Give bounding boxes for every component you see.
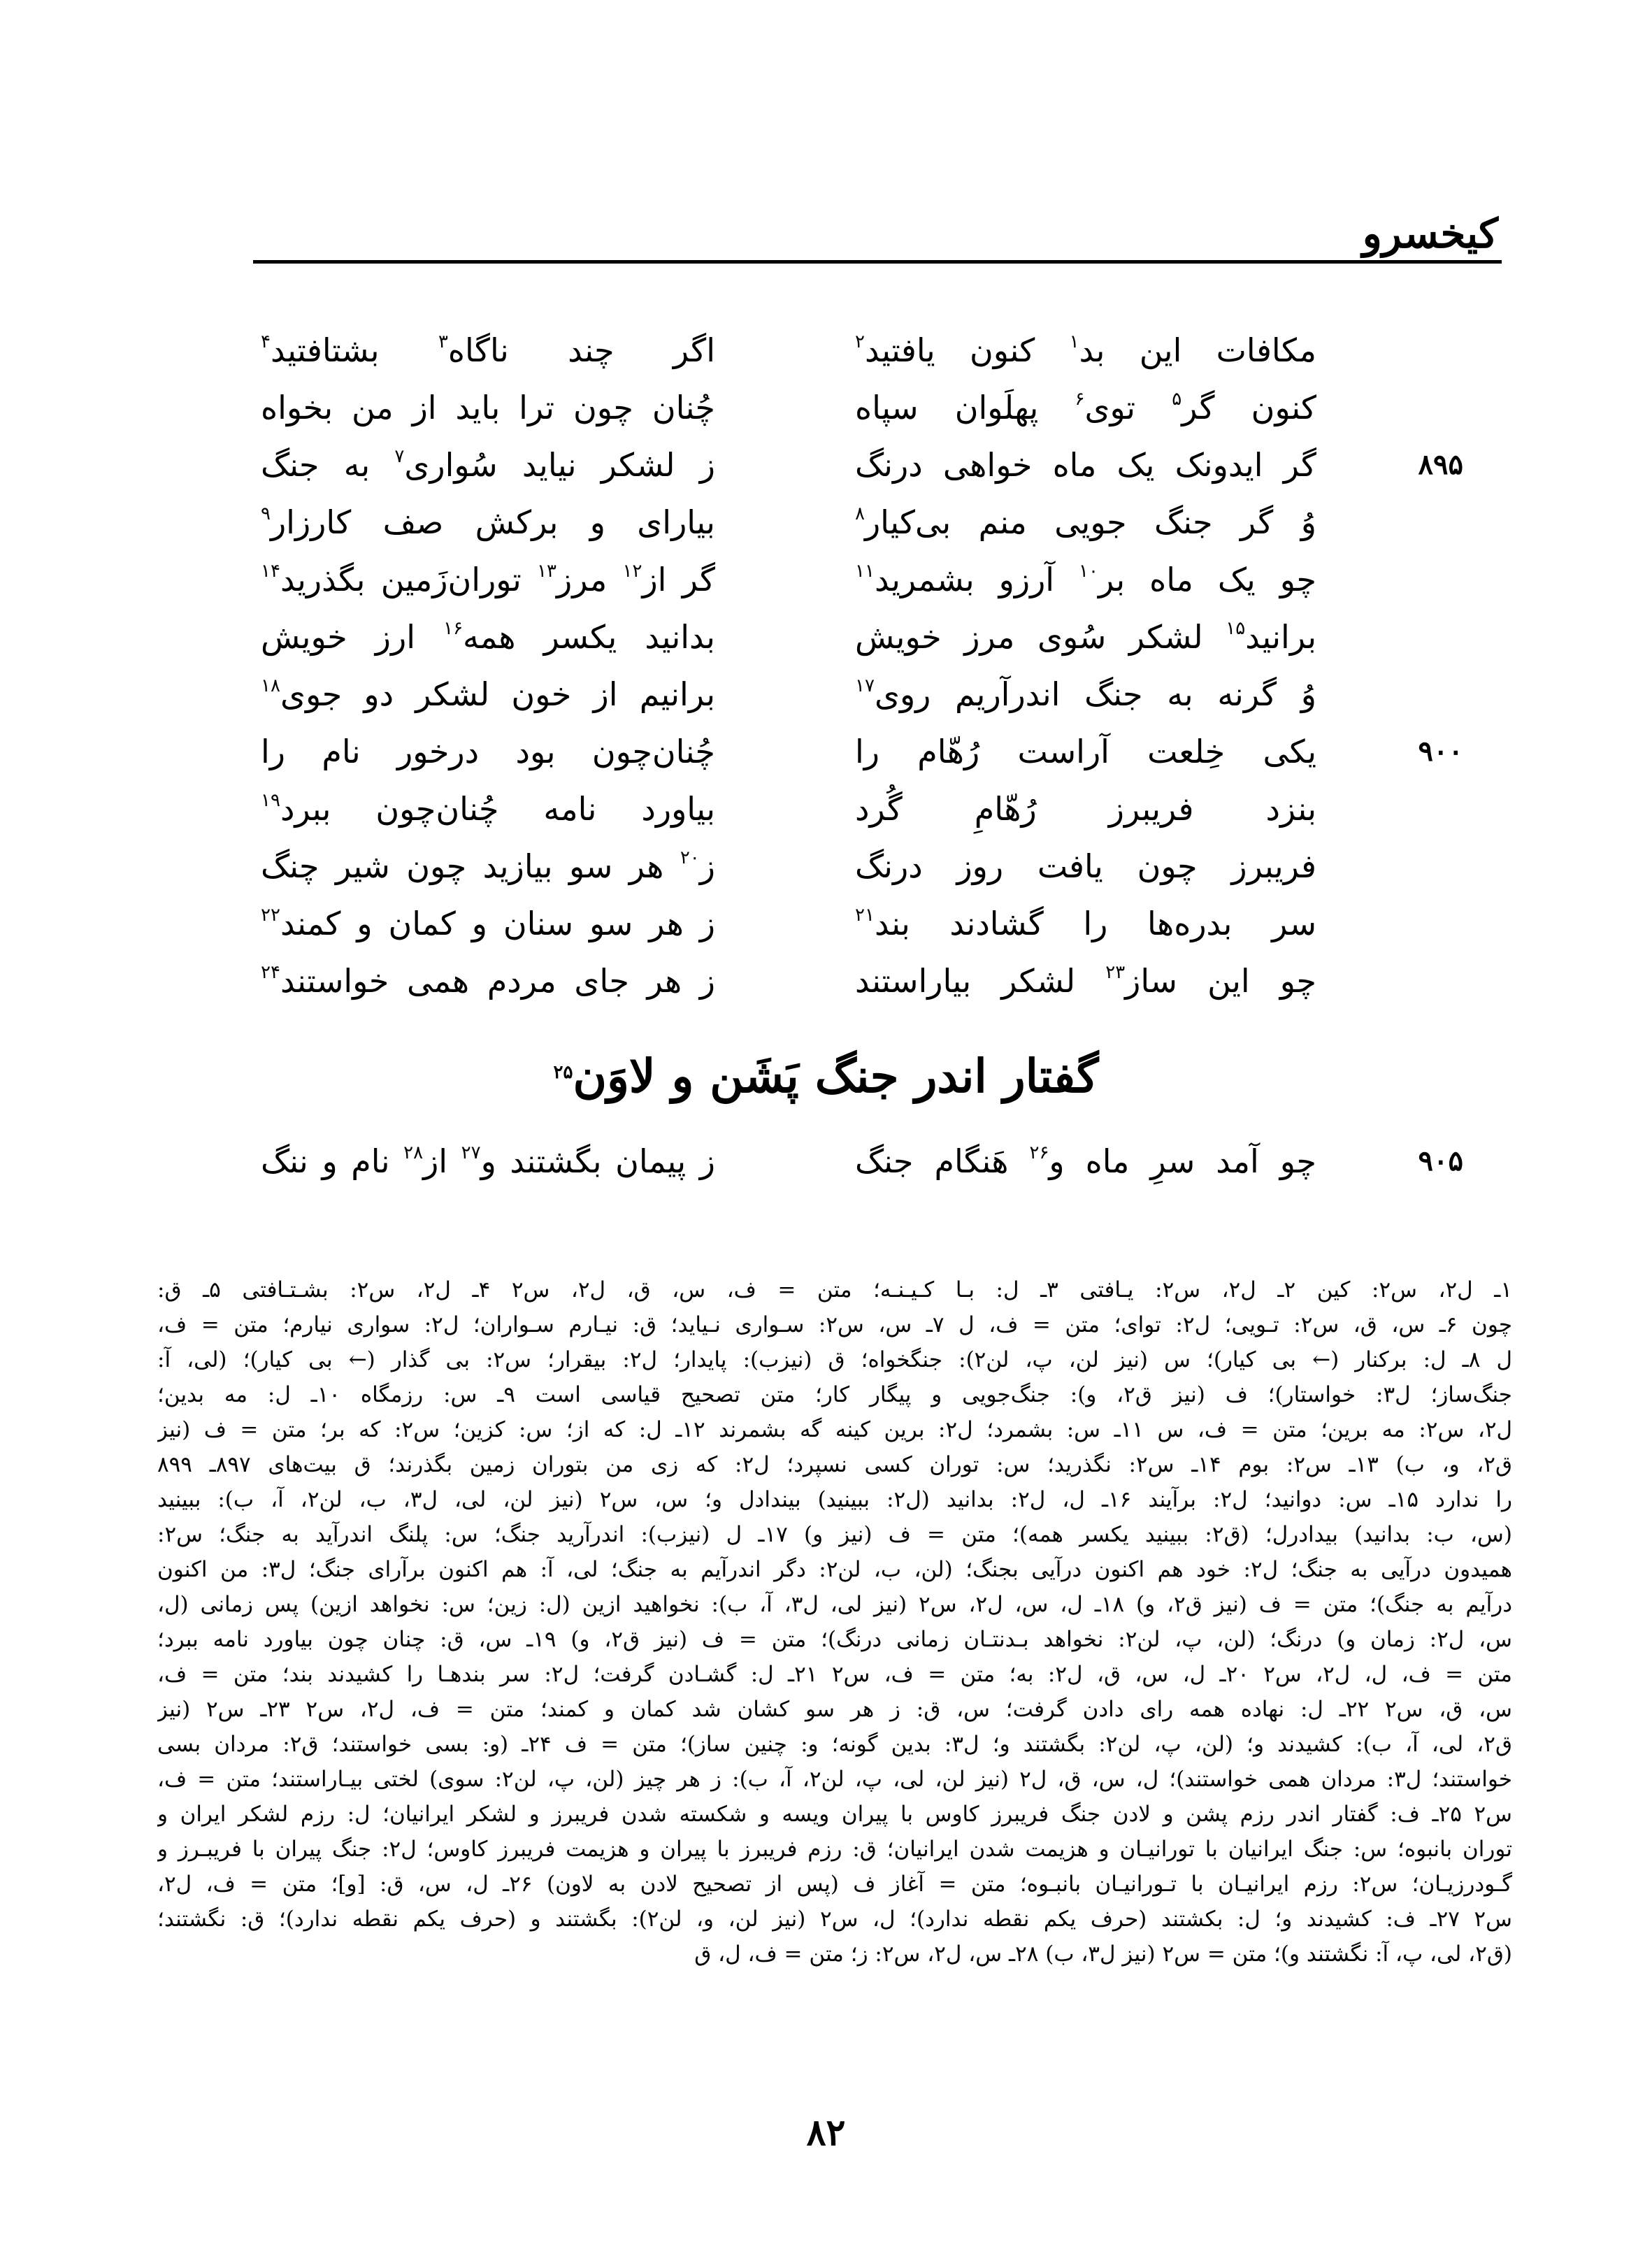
second-hemistich: چُنان چون ترا باید از من بخواه (261, 389, 715, 426)
second-hemistich: برانیم از خون لشکر دو جوی$^{۱۸}$ (261, 675, 715, 713)
second-hemistich: ز هر سو سنان و کمان و کمند$^{۲۲}$ (261, 905, 715, 942)
couplet (252, 436, 1505, 494)
footnote-line: جنگ‌ساز؛ ل۳: خواستار)؛ ف (نیز ق۲، و): جنگ‌جویی و پیگار کار؛ متن تصحیح قیاسی است ۹ـ س: رزمگاه ۱۰ـ ل: مه بدین؛ (157, 1382, 1512, 1407)
couplet (252, 322, 1505, 379)
footnote-line: خواستند؛ ل۳: مردان همی خواستند)؛ ل، س، ق، ل۲ (نیز لن، لی، پ، لن۲، آ، ب): ز هر چیز (لن، پ، لن۲: سوی) لختی بیـاراستند؛ متن = ف، (157, 1767, 1512, 1792)
second-hemistich: ز لشکر نیاید سُواری$^۷$ به جنگ (261, 446, 716, 484)
verse-number: ۹۰۰ (1418, 735, 1463, 768)
footnote-line: متن = ف، ل، ل۲، س۲ ۲۰ـ ل، س، ق، ل۲: به؛ متن = ف، س۲ ۲۱ـ ل: گشـادن گرفت؛ ل۲: سر بندهـا را کشیدند بند؛ متن = ف، (157, 1662, 1512, 1687)
second-hemistich: ز پیمان بگشتند و$^{۲۷}$ از$^{۲۸}$ نام و ننگ (261, 1142, 715, 1180)
section-title (0, 1049, 1652, 1103)
footnote-line: چون ۶ـ س، ق، س۲: تـویی؛ ل۲: توای؛ متن = ف، ل ۷ـ س، س۲: سـواری نـیاید؛ ق: نیـارم سـواران؛ ل۲: سواری نیارم؛ متن = ف، (157, 1312, 1512, 1337)
footnote-line: ق۲، لی، آ، ب): کشیدند و؛ (لن، پ، لن۲: بگشتند و؛ ل۳: بدین گونه؛ و: چنین ساز)؛ متن = ف ۲۴ـ (و: بسی خواستند؛ ق۲: مردان بسی (157, 1732, 1512, 1757)
footnotes (157, 1272, 1512, 1972)
footnote-line: ق۲، و، ب) ۱۳ـ س۲: بوم ۱۴ـ س۲: نگذرید؛ س: توران کسی نسپرد؛ ل۲: که زی من بتوران زمین بگذرند؛ ق بیت‌های ۸۹۷ـ ۸۹۹ (157, 1452, 1512, 1477)
couplet (252, 1133, 1505, 1190)
header-rule (253, 260, 1502, 264)
verse-number: ۹۰۵ (1418, 1144, 1463, 1177)
second-hemistich: ز$^{۲۰}$ هر سو بیازید چون شیر چنگ (261, 847, 715, 885)
footnote-line: ل ۸ـ ل: برکنار (← بی کیار)؛ س (نیز لن، پ، لن۲): جنگخواه؛ ق (نیزب): پایدار؛ ل۲: بیقرار؛ س۲: بی گذار (← بی کیار)؛ (لی، آ: (157, 1347, 1512, 1372)
footnote-line: س، ل۲: زمان و) درنگ؛ (لن، پ، لن۲: نخواهد بـدنتـان زمانی درنگ)؛ متن = ف (نیز ق۲، و) ۱۹ـ س، ق: چنان چون بیاورد نامه ببرد؛ (157, 1627, 1512, 1652)
first-hemistich: برانید$^{۱۵}$ لشکر سُوی مرز خویش (855, 618, 1316, 656)
footnote-line: س، ق، س۲ ۲۲ـ ل: نهاده همه رای دادن گرفت؛ س، ق: ز هر سو کشان شد کمان و کمند؛ متن = ف، ل۲، س۲ ۲۳ـ س۲ (نیز (157, 1697, 1512, 1722)
second-hemistich: بیاورد نامه چُنان‌چون ببرد$^{۱۹}$ (261, 790, 715, 828)
first-hemistich: بنزد فریبرز رُهّامِ گُرد (855, 790, 1316, 828)
section-title-text: گفتار اندر جنگ پَشَن و لاوَن (573, 1049, 1099, 1103)
couplet (252, 723, 1505, 780)
couplet (252, 952, 1505, 1010)
couplet (252, 838, 1505, 895)
verse-number: ۸۹۵ (1418, 448, 1463, 481)
first-hemistich: یکی خِلعت آراست رُهّام را (855, 733, 1316, 770)
verse-block (252, 322, 1505, 1010)
first-hemistich: وُ گر جنگ جویی منم بی‌کیار$^۸$ (855, 503, 1316, 541)
footnote-line: را ندارد ۱۵ـ س: دوانید؛ ل۲: برآیند ۱۶ـ ل، ل۲: بدانید (ل۲: ببینید) بیندادل و؛ س، س۲ (نیز لن، لی، ل۳، ب، لن۲، آ، ب): ببینید (157, 1487, 1512, 1512)
couplet (252, 494, 1505, 551)
second-hemistich: ز هر جای مردم همی خواستند$^{۲۴}$ (261, 962, 715, 1000)
first-hemistich: فریبرز چون یافت روز درنگ (855, 847, 1316, 885)
first-hemistich: وُ گرنه به جنگ اندرآریم روی$^{۱۷}$ (855, 675, 1316, 713)
first-hemistich: مکافات این بد$^۱$ کنون یافتید$^۲$ (855, 331, 1316, 369)
footnote-line: توران بانبوه؛ س: جنگ ایرانیان با تورانیـان و هزیمت شدن ایرانیان؛ ق: رزم فریبرز با پیران و هزیمت فریبرز کاوس؛ ل۲: جنگ پیران با فریبـرز و (157, 1837, 1512, 1862)
couplet (252, 895, 1505, 952)
footnote-line: (ق۲، لی، پ، آ: نگشتند و)؛ متن = س۲ (نیز ل۳، ب) ۲۸ـ س، ل۲، س۲: ز؛ متن = ف، ل، ق (694, 1941, 1512, 1967)
footnote-line: ۱ـ ل۲، س۲: کین ۲ـ ل۲، س۲: یـافتی ۳ـ ل: بـا کـیـنـه؛ متن = ف، س، ق، ل۲، س۲ ۴ـ ل۲، س۲: بشـتـافتی ۵ـ ق: (157, 1277, 1512, 1302)
footnote-line: (س، ب: بدانید) بیدادرل؛ (ق۲: ببینید یکسر همه)؛ متن = ف (نیز و) ۱۷ـ ل (نیزب): اندرآرید جنگ؛ س: پلنگ اندرآید به جنگ؛ س۲: (157, 1522, 1512, 1547)
page-number: ۸۲ (806, 2111, 846, 2154)
couplet (252, 551, 1505, 608)
first-hemistich: سر بدره‌ها را گشادند بند$^{۲۱}$ (855, 905, 1316, 942)
footnote-line: ل۲، س۲: مه برین؛ متن = ف، س ۱۱ـ س: بشمرد؛ ل۲: برین کینه گه بشمرند ۱۲ـ ل: که از؛ س: کزین؛ س۲: که بر؛ متن = ف (نیز (157, 1417, 1512, 1442)
couplet (252, 608, 1505, 666)
couplet (252, 666, 1505, 723)
couplet (252, 780, 1505, 838)
footnote-line: س۲ ۲۵ـ ف: گفتار اندر رزم پشن و لادن جنگ فریبرز کاوس با پیران ویسه و شکسته شدن فریبرز و لشکر ایرانیان؛ ل: رزم لشکر ایران و (157, 1802, 1512, 1827)
first-hemistich: کنون گر$^۵$ توی$^۶$ پهلَوان سپاه (855, 389, 1316, 426)
footnote-line: گـودرزیـان؛ س۲: رزم ایرانیـان با تـورانیـان بانبـوه؛ متن = آغاز ف (پس از تصحیح لادن به لاون) ۲۶ـ ل، س، ق: [و]؛ متن = ف، ل۲، (157, 1872, 1512, 1897)
first-hemistich: چو یک ماه بر$^{۱۰}$ آرزو بشمرید$^{۱۱}$ (855, 561, 1316, 598)
couplet (252, 379, 1505, 436)
second-hemistich: اگر چند ناگاه$^۳$ بشتافتید$^۴$ (261, 331, 715, 369)
first-hemistich: چو این ساز$^{۲۳}$ لشکر بیاراستند (855, 962, 1316, 1000)
footnote-ref: ۲۵ (553, 1062, 573, 1083)
second-hemistich: چُنان‌چون بود درخور نام را (261, 733, 715, 770)
footnote-line: همیدون درآیی به جنگ؛ ل۲: خود هم اکنون درآیی بجنگ؛ (لن، ب، لن۲: دگر اندرآیم به جنگ؛ لی، آ: هم اکنون برآرای جنگ؛ ل۳: من اکنون (157, 1557, 1512, 1582)
footnote-line: س۲ ۲۷ـ ف: کشیدند و؛ ل: بکشتند (حرف یکم نقطه ندارد)؛ ل، س۲ (نیز لن، و، لن۲): بگشتند و (حرف یکم نقطه ندارد)؛ ق: نگشتند؛ (157, 1907, 1512, 1932)
second-hemistich: گر از$^{۱۲}$ مرز$^{۱۳}$ توران‌زَمین بگذرید$^{۱۴}$ (261, 561, 715, 598)
second-hemistich: بیارای و برکش صف کارزار$^۹$ (261, 503, 715, 541)
couplet-905 (252, 1133, 1505, 1190)
first-hemistich: گر ایدونک یک ماه خواهی درنگ (855, 446, 1316, 484)
running-head: کیخسرو (1362, 210, 1498, 257)
second-hemistich: بدانید یکسر همه$^{۱۶}$ ارز خویش (261, 618, 715, 656)
first-hemistich: چو آمد سرِ ماه و$^{۲۶}$ هَنگام جنگ (855, 1142, 1316, 1180)
footnote-line: درآیم به جنگ)؛ متن = ف (نیز ق۲، و) ۱۸ـ ل، س، ل۲، س۲ (نیز لی، ل۳، آ، ب): نخواهید ازین (ل: زین؛ س: نخواهد ازین) پس زمانی (ل، (157, 1592, 1512, 1617)
